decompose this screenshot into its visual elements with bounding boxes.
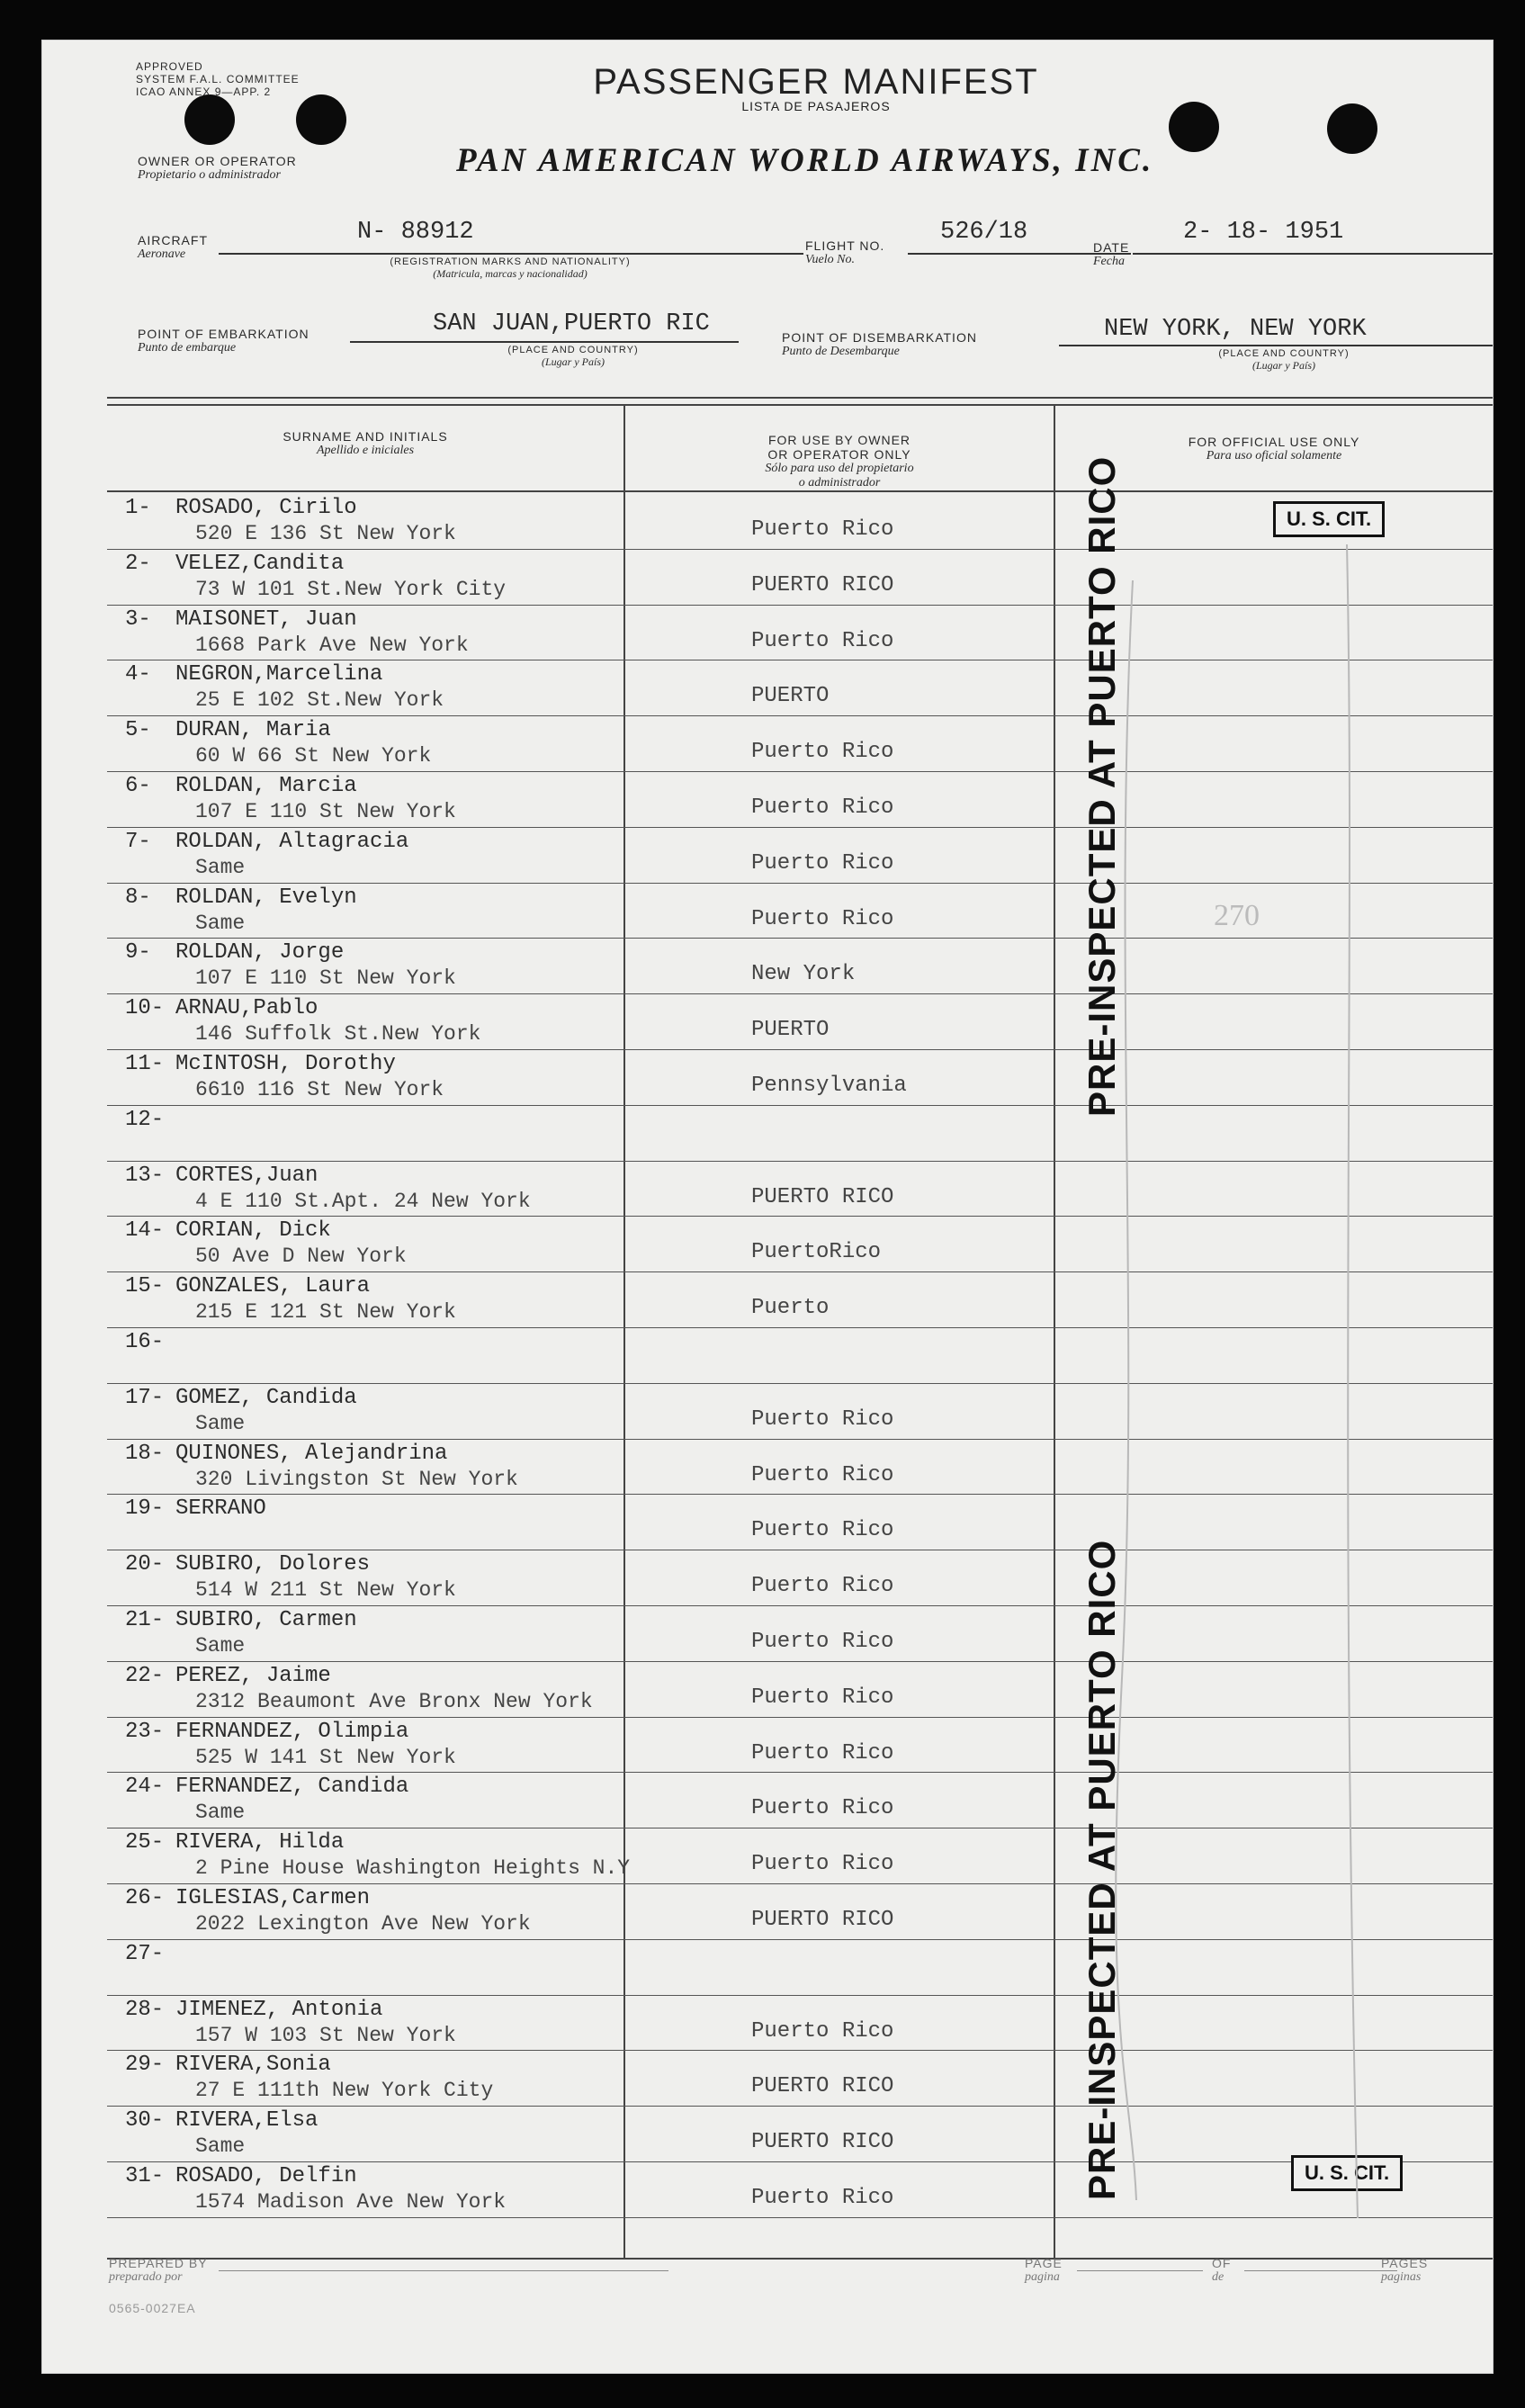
pencil-marks [1077,508,1383,2218]
embark-place-label: (PLACE AND COUNTRY) (Lugar y País) [507,345,639,368]
date-underline [1133,253,1493,255]
passenger-number: 26- [125,1886,165,1910]
passenger-number: 5- [125,718,151,743]
passenger-number: 27- [125,1941,165,1966]
table-top-rule [107,397,1493,399]
passenger-number: 16- [125,1330,165,1354]
passenger-origin: Puerto Rico [751,1574,894,1599]
passenger-name: SUBIRO, Dolores [175,1552,371,1577]
passenger-origin: PUERTO RICO [751,1908,894,1932]
passenger-number: 6- [125,774,151,798]
passenger-address: Same [195,1801,246,1825]
page-underline [1077,2270,1203,2271]
passenger-origin: PUERTO [751,684,830,709]
passenger-origin: Puerto Rico [751,1462,894,1487]
disembark-place-label: (PLACE AND COUNTRY) (Lugar y País) [1218,348,1350,372]
aircraft-value: N- 88912 [357,219,474,246]
passenger-origin: Puerto Rico [751,795,894,820]
passenger-name: McINTOSH, Dorothy [175,1052,396,1076]
passenger-origin: Puerto Rico [751,628,894,653]
passenger-name: DURAN, Maria [175,718,331,743]
passenger-number: 1- [125,496,151,520]
passenger-origin: PUERTO RICO [751,1184,894,1209]
passenger-origin: Puerto Rico [751,850,894,876]
passenger-number: 19- [125,1496,165,1522]
passenger-number: 7- [125,829,151,854]
passenger-number: 17- [125,1385,165,1410]
owner-label: OWNER OR OPERATOR Propietario o administrador [138,154,297,183]
passenger-origin: PUERTO RICO [751,2074,894,2099]
flight-label: FLIGHT NO. Vuelo No. [805,238,885,267]
punch-hole [1327,103,1377,154]
passenger-number: 20- [125,1552,165,1577]
passenger-origin: Puerto Rico [751,2186,894,2210]
passenger-address: 146 Suffolk St.New York [195,1022,481,1047]
passenger-number: 3- [125,606,151,632]
passenger-origin: Puerto Rico [751,1518,894,1543]
passenger-number: 4- [125,662,151,687]
passenger-name: IGLESIAS,Carmen [175,1886,371,1910]
pages-label: PAGES paginas [1381,2256,1429,2285]
passenger-number: 25- [125,1830,165,1855]
prepared-underline [219,2270,668,2271]
passenger-name: ROLDAN, Jorge [175,940,345,966]
passenger-number: 30- [125,2108,165,2134]
passenger-name: CORIAN, Dick [175,1218,331,1244]
passenger-name: VELEZ,Candita [175,551,345,576]
passenger-name: ROLDAN, Marcia [175,774,357,798]
preinspected-stamp: PRE-INSPECTED AT PUERTO RICO [1081,1539,1123,2200]
passenger-origin: Puerto Rico [751,1740,894,1766]
registration-label: (REGISTRATION MARKS AND NATIONALITY) (Matricula, marcas y nacionalidad) [390,256,631,280]
passenger-address: 6610 116 St New York [195,1078,444,1101]
passenger-name: GOMEZ, Candida [175,1385,357,1410]
passenger-origin: Puerto Rico [751,1852,894,1877]
passenger-number: 21- [125,1608,165,1632]
passenger-origin: Puerto Rico [751,1406,894,1432]
passenger-address: 2022 Lexington Ave New York [195,1912,531,1936]
table-top-rule [107,404,1493,406]
passenger-name: NEGRON,Marcelina [175,662,383,687]
col-header-surname: SURNAME AND INITIALS Apellido e iniciales [283,429,448,458]
passenger-name: PEREZ, Jaime [175,1663,331,1688]
passenger-number: 8- [125,885,151,910]
passenger-name: CORTES,Juan [175,1163,318,1188]
passenger-name: FERNANDEZ, Candida [175,1775,409,1800]
passenger-origin: Puerto Rico [751,906,894,931]
passenger-address: Same [195,911,246,935]
prepared-label: PREPARED BY preparado por [109,2256,208,2285]
passenger-origin: Pennsylvania [751,1074,907,1098]
form-title: PASSENGER MANIFEST LISTA DE PASAJEROS [593,62,1039,113]
page-label: PAGE pagina [1025,2256,1063,2285]
passenger-address: 73 W 101 St.New York City [195,577,507,601]
passenger-address: 514 W 211 St New York [195,1578,456,1603]
manifest-page [41,40,1494,2374]
passenger-address: Same [195,1411,246,1435]
passenger-address: 2312 Beaumont Ave Bronx New York [195,1689,593,1713]
passenger-name: SERRANO [175,1496,266,1522]
passenger-number: 28- [125,1997,165,2022]
passenger-origin: Puerto Rico [751,740,894,765]
passenger-name: ROLDAN, Altagracia [175,829,409,854]
passenger-origin: New York [751,962,856,987]
disembark-underline [1059,345,1493,346]
passenger-name: ROSADO, Cirilo [175,496,357,520]
passenger-name: ROLDAN, Evelyn [175,885,357,910]
passenger-address: 107 E 110 St New York [195,800,456,823]
form-code: 0565-0027EA [109,2301,196,2315]
passenger-number: 2- [125,551,151,576]
passenger-address: 320 Livingston St New York [195,1467,518,1491]
passenger-name: QUINONES, Alejandrina [175,1441,448,1466]
passenger-name: MAISONET, Juan [175,606,357,632]
passenger-number: 22- [125,1663,165,1688]
embark-label: POINT OF EMBARKATION Punto de embarque [138,327,309,355]
passenger-name: FERNANDEZ, Olimpia [175,1719,409,1744]
passenger-name: GONZALES, Laura [175,1274,371,1299]
passenger-address: Same [195,1634,246,1658]
passenger-origin: PUERTO RICO [751,2130,894,2155]
passenger-number: 10- [125,996,165,1021]
passenger-number: 24- [125,1775,165,1800]
passenger-number: 18- [125,1441,165,1466]
passenger-name: ARNAU,Pablo [175,996,318,1021]
embark-underline [350,341,739,343]
passenger-number: 12- [125,1107,165,1132]
passenger-number: 14- [125,1218,165,1244]
disembark-label: POINT OF DISEMBARKATION Punto de Desembarque [782,330,977,359]
punch-hole [296,94,346,145]
of-underline [1244,2270,1397,2271]
aircraft-label: AIRCRAFT Aeronave [138,233,208,262]
passenger-name: RIVERA,Elsa [175,2108,318,2134]
punch-hole [1169,102,1219,152]
passenger-name: RIVERA,Sonia [175,2053,331,2078]
passenger-number: 29- [125,2053,165,2078]
passenger-address: 215 E 121 St New York [195,1300,456,1325]
us-cit-stamp: U. S. CIT. [1291,2155,1403,2191]
passenger-address: Same [195,2134,246,2159]
passenger-address: 1668 Park Ave New York [195,633,469,657]
passenger-address: 157 W 103 St New York [195,2023,456,2047]
passenger-origin: Puerto Rico [751,517,894,542]
passenger-address: 60 W 66 St New York [195,744,432,768]
passenger-number: 9- [125,940,151,966]
col-header-owner-use: FOR USE BY OWNER OR OPERATOR ONLY Sólo para uso del propietario o administrador [765,433,914,490]
passenger-number: 13- [125,1163,165,1188]
passenger-origin: PUERTO RICO [751,572,894,598]
of-label: OF de [1212,2256,1232,2285]
passenger-address: 107 E 110 St New York [195,966,456,991]
col-header-official: FOR OFFICIAL USE ONLY Para uso oficial solamente [1188,435,1360,463]
airline-name: PAN AMERICAN WORLD AIRWAYS, INC. [456,142,1154,179]
approved-block: APPROVED SYSTEM F.A.L. COMMITTEE ICAO ANNEX 9—APP. 2 [136,60,300,98]
passenger-address: 525 W 141 St New York [195,1745,456,1769]
passenger-address: 27 E 111th New York City [195,2079,494,2103]
embark-value: SAN JUAN,PUERTO RIC [433,310,710,337]
passenger-address: 25 E 102 St.New York [195,688,444,713]
passenger-number: 11- [125,1052,165,1076]
date-label: DATE Fecha [1093,240,1130,269]
table-bottom-rule [107,2258,1493,2260]
passenger-address: 4 E 110 St.Apt. 24 New York [195,1189,531,1213]
official-mark: 270 [1214,899,1260,932]
preinspected-stamp: PRE-INSPECTED AT PUERTO RICO [1081,455,1123,1117]
passenger-number: 23- [125,1719,165,1744]
passenger-origin: Puerto Rico [751,1630,894,1654]
passenger-name: ROSADO, Delfin [175,2164,357,2188]
passenger-address: 1574 Madison Ave New York [195,2190,507,2214]
passenger-address: 520 E 136 St New York [195,522,456,545]
punch-hole [184,94,235,145]
passenger-number: 31- [125,2164,165,2188]
passenger-name: JIMENEZ, Antonia [175,1997,383,2022]
passenger-origin: PuertoRico [751,1240,882,1265]
flight-value: 526/18 [940,219,1028,246]
passenger-origin: Puerto Rico [751,1685,894,1710]
passenger-origin: Puerto Rico [751,2018,894,2044]
passenger-name: RIVERA, Hilda [175,1830,345,1855]
us-cit-stamp: U. S. CIT. [1273,501,1385,537]
passenger-address: 2 Pine House Washington Heights N.Y [195,1856,631,1881]
aircraft-underline [219,253,803,255]
passenger-origin: Puerto [751,1296,830,1321]
disembark-value: NEW YORK, NEW YORK [1104,316,1367,343]
passenger-name: SUBIRO, Carmen [175,1608,357,1632]
passenger-address: 50 Ave D New York [195,1244,407,1269]
passenger-origin: Puerto Rico [751,1796,894,1821]
passenger-origin: PUERTO [751,1018,830,1043]
date-value: 2- 18- 1951 [1183,219,1344,246]
passenger-address: Same [195,855,246,879]
passenger-number: 15- [125,1274,165,1299]
